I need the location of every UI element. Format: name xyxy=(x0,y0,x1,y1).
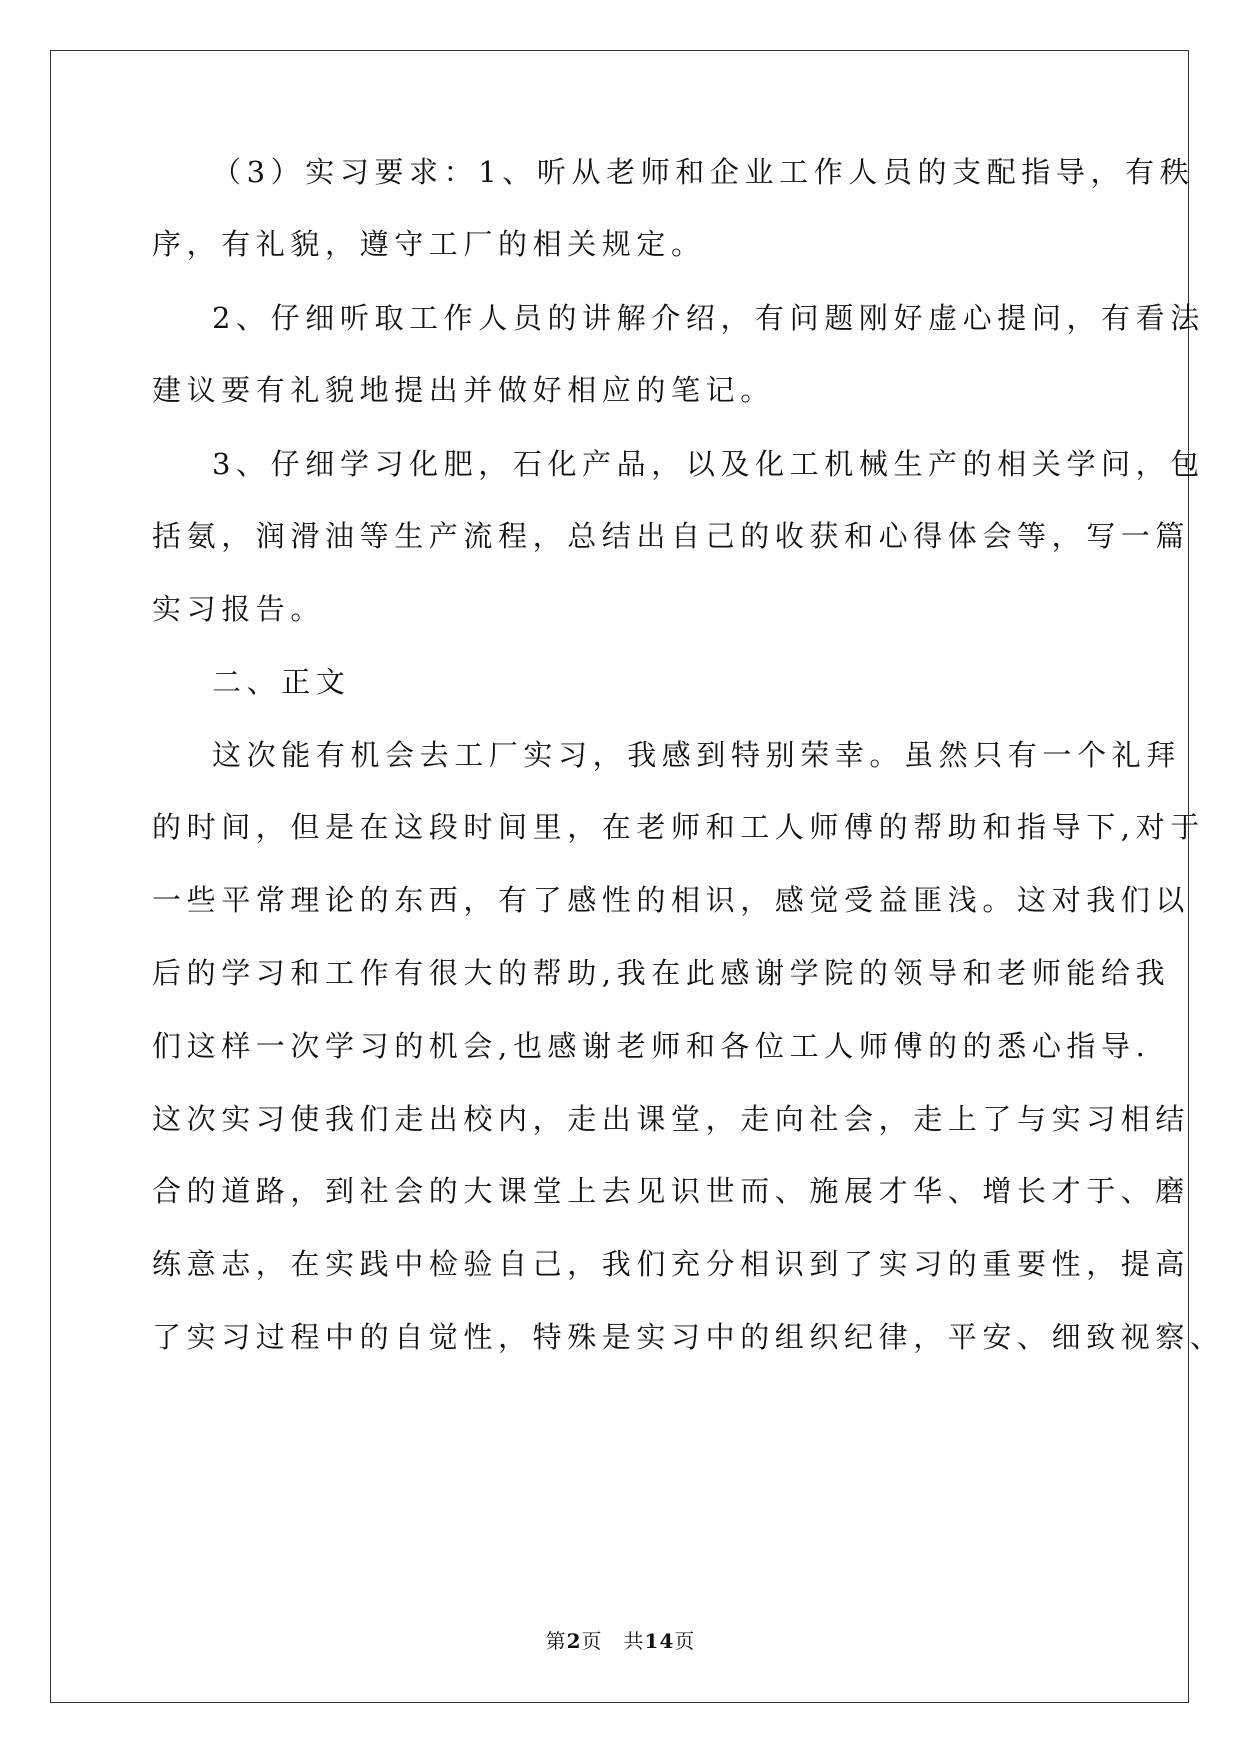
text-line: 合的道路，到社会的大课堂上去见识世而、施展才华、增长才于、磨 xyxy=(152,1174,1191,1208)
text-line: （3）实习要求：1、听从老师和企业工作人员的支配指导，有秩 xyxy=(212,155,1195,189)
footer-suffix: 页 xyxy=(674,1629,696,1653)
footer-middle: 页 共 xyxy=(581,1629,645,1653)
text-line: 实习报告。 xyxy=(152,592,326,626)
text-line: 建议要有礼貌地提出并做好相应的笔记。 xyxy=(152,373,775,407)
total-pages-number: 14 xyxy=(644,1629,675,1653)
text-line: 括氨，润滑油等生产流程，总结出自己的收获和心得体会等，写一篇 xyxy=(152,519,1191,553)
text-line: 后的学习和工作有很大的帮助,我在此感谢学院的领导和老师能给我 xyxy=(152,956,1171,990)
text-line: 这次能有机会去工厂实习，我感到特别荣幸。虽然只有一个礼拜 xyxy=(212,738,1181,772)
section-heading: 二、正文 xyxy=(212,665,351,699)
text-line: 3、仔细学习化肥，石化产品，以及化工机械生产的相关学问，包 xyxy=(212,447,1205,481)
text-line: 的时间，但是在这段时间里，在老师和工人师傅的帮助和指导下,对于 xyxy=(152,810,1205,844)
text-line: 们这样一次学习的机会,也感谢老师和各位工人师傅的的悉心指导. xyxy=(152,1029,1151,1063)
current-page-number: 2 xyxy=(566,1629,582,1653)
footer-prefix: 第 xyxy=(545,1629,567,1653)
text-line: 序，有礼貌，遵守工厂的相关规定。 xyxy=(152,227,706,261)
text-line: 了实习过程中的自觉性，特殊是实习中的组织纪律，平安、细致视察、 xyxy=(152,1320,1225,1354)
text-line: 2、仔细听取工作人员的讲解介绍，有问题刚好虚心提问，有看法 xyxy=(212,301,1205,335)
text-line: 练意志，在实践中检验自己，我们充分相识到了实习的重要性，提高 xyxy=(152,1247,1191,1281)
text-line: 一些平常理论的东西，有了感性的相识，感觉受益匪浅。这对我们以 xyxy=(152,883,1191,917)
page-footer xyxy=(0,1627,1241,1655)
text-line: 这次实习使我们走出校内，走出课堂，走向社会，走上了与实习相结 xyxy=(152,1102,1191,1136)
